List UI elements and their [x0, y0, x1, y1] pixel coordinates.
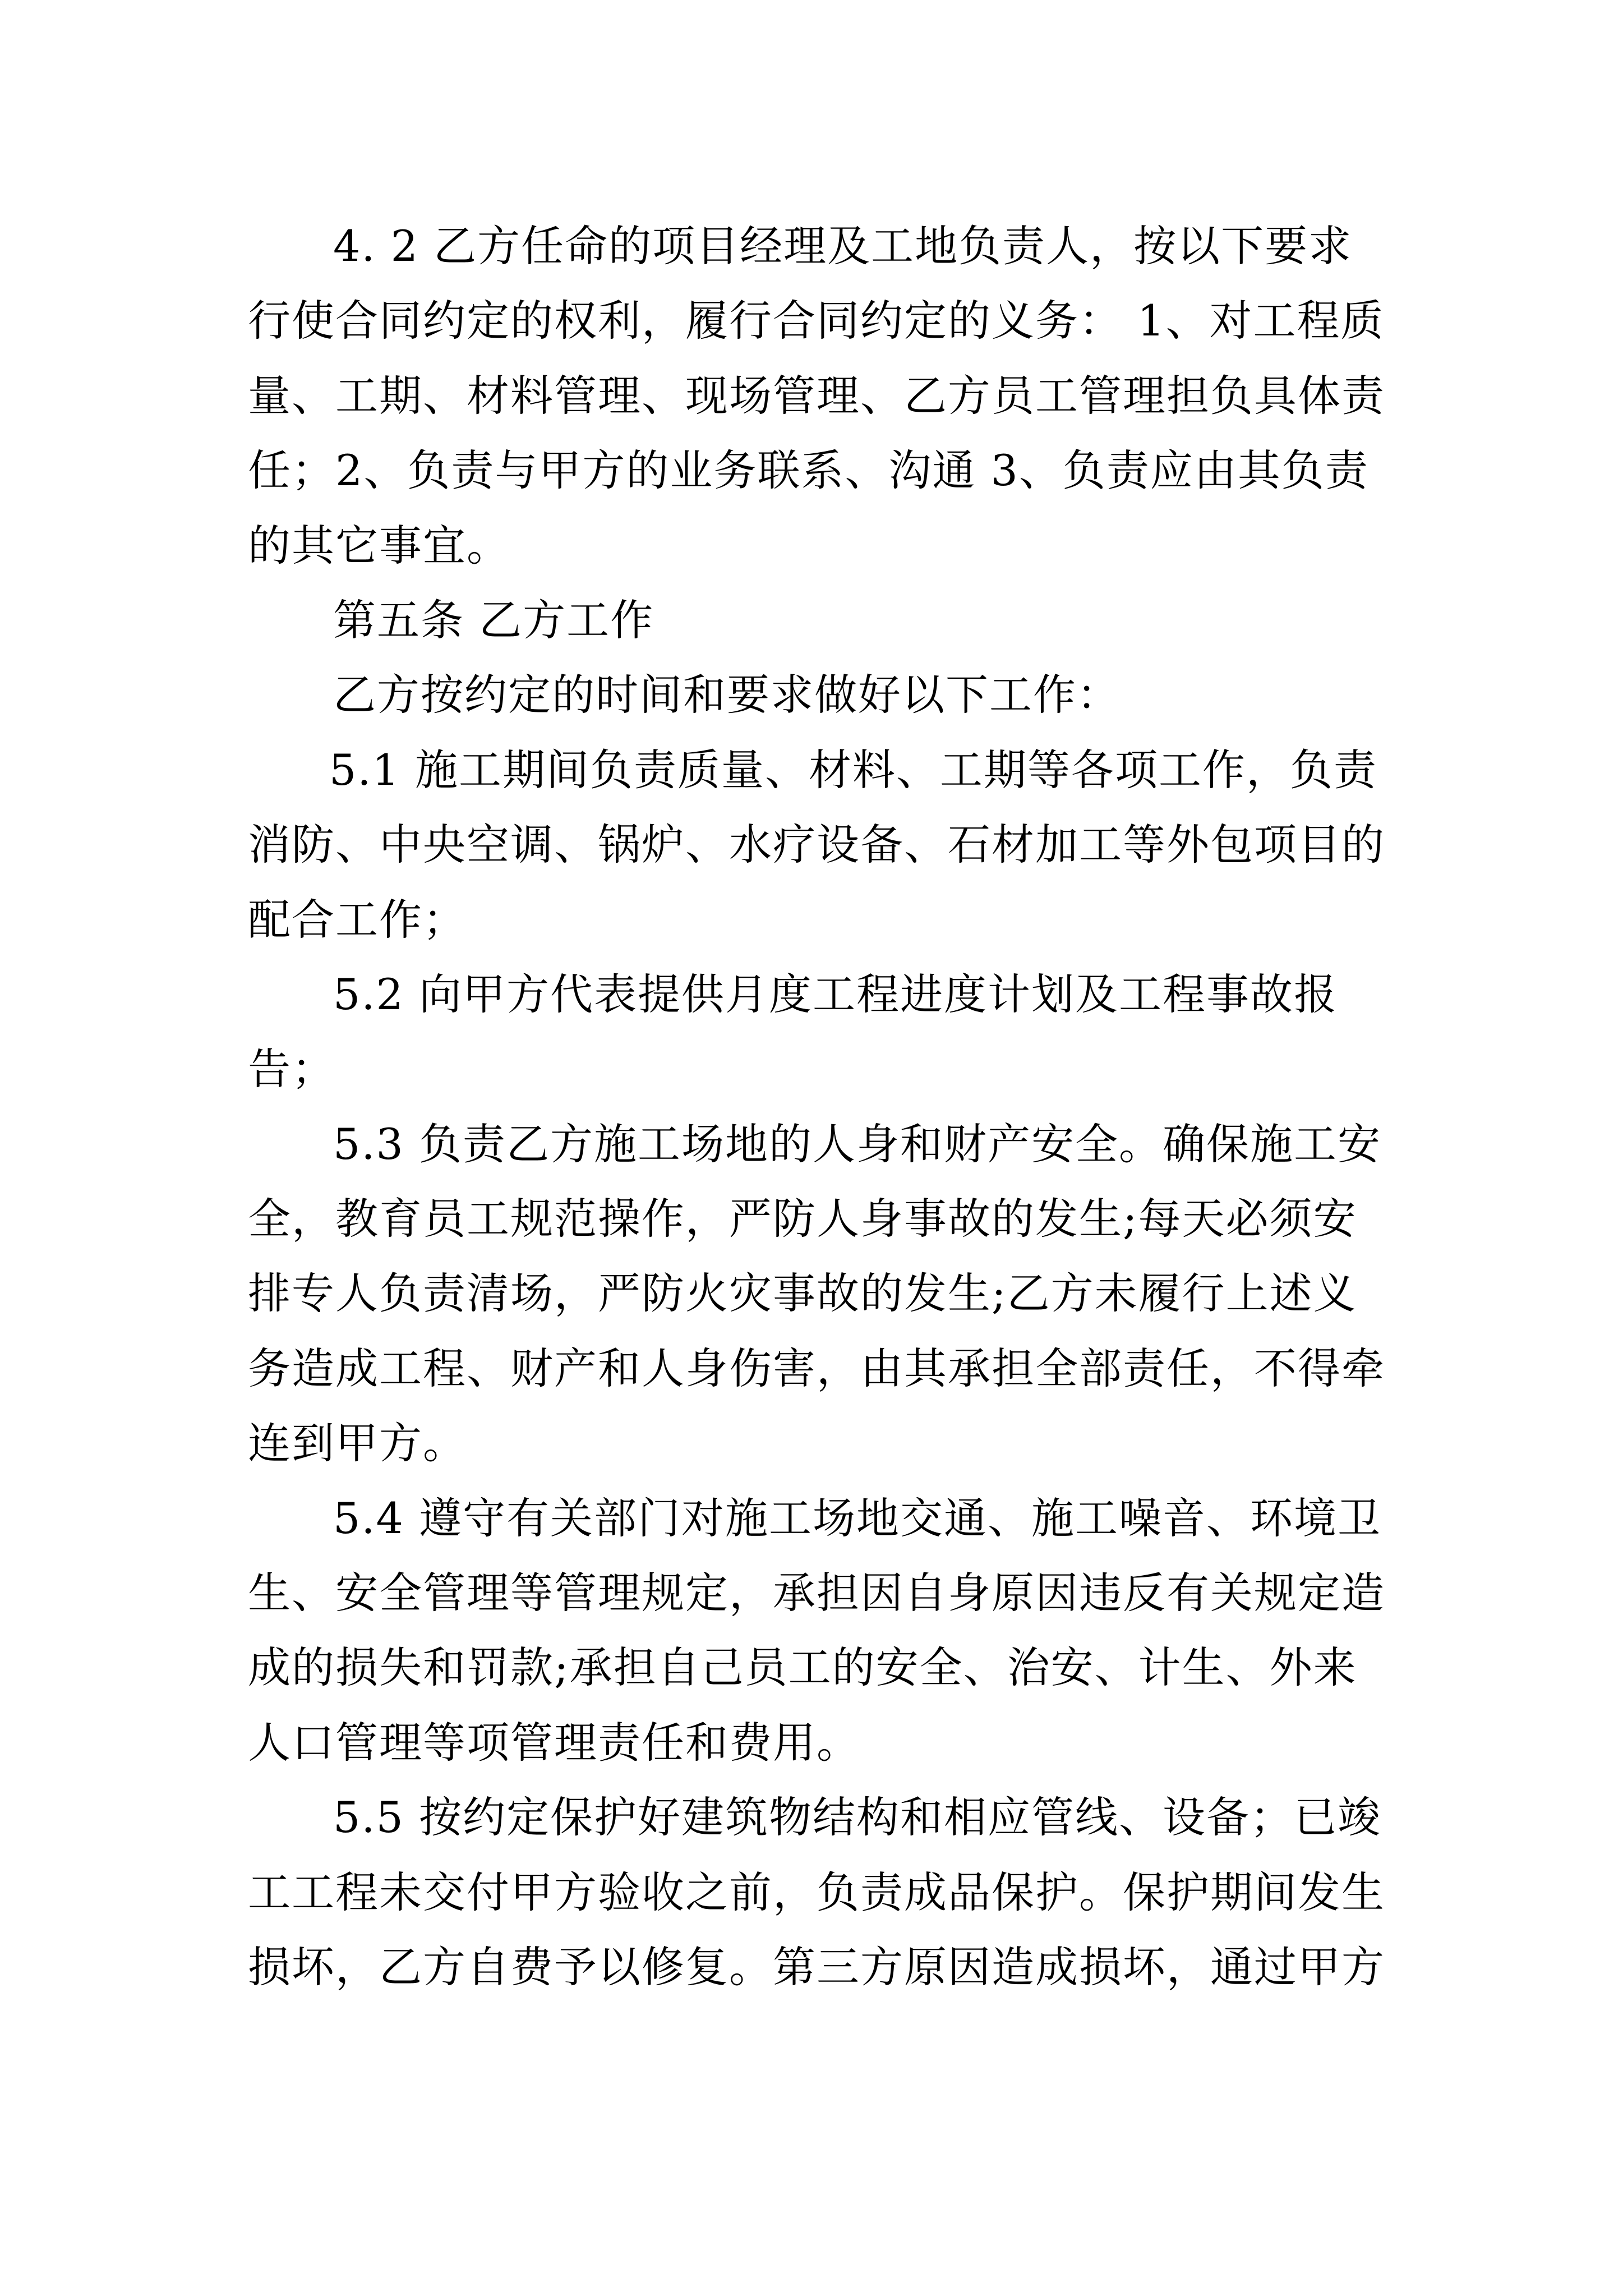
document-body [248, 209, 1385, 2004]
paragraph-clause-5-2 [248, 957, 1381, 1107]
text-line: 人口管理等项管理责任和费用。 [248, 1717, 860, 1768]
paragraph-clause-5-3 [248, 1107, 1385, 1481]
text-line: 量、工期、材料管理、现场管理、乙方员工管理担负具体责 [248, 370, 1385, 421]
text-line: 生、安全管理等管理规定，承担因自身原因违反有关规定造 [248, 1568, 1385, 1618]
text-line: 的其它事宜。 [248, 520, 510, 570]
text-line: 5.1 施工期间负责质量、材料、工期等各项工作，负责 [329, 744, 1378, 795]
paragraph-article-intro [248, 657, 1381, 732]
paragraph-clause-5-1 [248, 733, 1385, 957]
text-line: 5.2 向甲方代表提供月度工程进度计划及工程事故报 [333, 969, 1338, 1019]
text-line: 5.3 负责乙方施工场地的人身和财产安全。确保施工安 [333, 1119, 1382, 1169]
text-line: 工工程未交付甲方验收之前，负责成品保护。保护期间发生 [248, 1867, 1385, 1917]
text-line: 告； [248, 1044, 335, 1094]
text-line: 成的损失和罚款;承担自己员工的安全、治安、计生、外来 [248, 1642, 1357, 1693]
text-line: 消防、中央空调、锅炉、水疗设备、石材加工等外包项目的 [248, 820, 1385, 870]
text-line: 乙方按约定的时间和要求做好以下工作： [333, 670, 1121, 720]
text-line: 4. 2 乙方任命的项目经理及工地负责人，按以下要求 [333, 221, 1353, 271]
heading-line: 第五条 乙方工作 [333, 595, 654, 645]
text-line: 任；2、负责与甲方的业务联系、沟通 3、负责应由其负责 [248, 445, 1369, 496]
text-line: 连到甲方。 [248, 1418, 467, 1469]
text-line: 5.5 按约定保护好建筑物结构和相应管线、设备；已竣 [333, 1792, 1382, 1843]
text-line: 行使合同约定的权利，履行合同约定的义务： 1、对工程质 [248, 296, 1385, 346]
article-heading [248, 583, 1381, 657]
text-line: 排专人负责清场，严防火灾事故的发生;乙方未履行上述义 [248, 1268, 1357, 1319]
text-line: 5.4 遵守有关部门对施工场地交通、施工噪音、环境卫 [333, 1493, 1382, 1543]
paragraph-clause-4-2 [248, 209, 1385, 583]
text-line: 全，教育员工规范操作，严防人身事故的发生;每天必须安 [248, 1194, 1357, 1244]
text-line: 务造成工程、财产和人身伤害，由其承担全部责任，不得牵 [248, 1343, 1385, 1393]
text-line: 配合工作； [248, 894, 467, 945]
text-line: 损坏，乙方自费予以修复。第三方原因造成损坏，通过甲方 [248, 1941, 1385, 1992]
paragraph-clause-5-4 [248, 1481, 1385, 1780]
paragraph-clause-5-5 [248, 1780, 1385, 2004]
